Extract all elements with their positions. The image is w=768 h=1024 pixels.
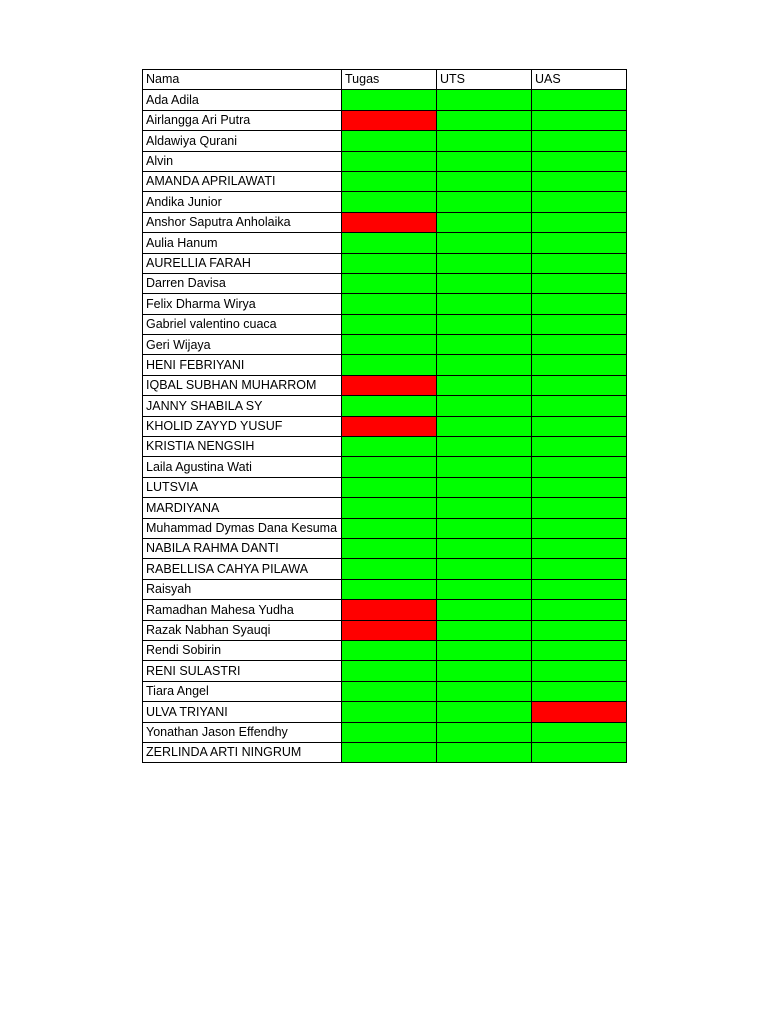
status-cell-tugas xyxy=(342,212,437,232)
student-name-cell: Aulia Hanum xyxy=(143,233,342,253)
status-cell-uas xyxy=(532,681,627,701)
table-row xyxy=(143,273,627,293)
student-name-cell: Darren Davisa xyxy=(143,273,342,293)
table-row xyxy=(143,620,627,640)
table-row xyxy=(143,416,627,436)
table-row xyxy=(143,661,627,681)
student-name-cell: Gabriel valentino cuaca xyxy=(143,314,342,334)
status-cell-uts xyxy=(437,314,532,334)
table-row xyxy=(143,640,627,660)
table-row xyxy=(143,314,627,334)
header-row xyxy=(143,70,627,90)
status-cell-tugas xyxy=(342,171,437,191)
status-cell-uts xyxy=(437,171,532,191)
status-cell-tugas xyxy=(342,90,437,110)
table-row xyxy=(143,579,627,599)
table-body xyxy=(143,90,627,763)
status-cell-tugas xyxy=(342,579,437,599)
status-cell-uts xyxy=(437,538,532,558)
status-cell-uts xyxy=(437,457,532,477)
student-name-cell: NABILA RAHMA DANTI xyxy=(143,538,342,558)
student-name-cell: Rendi Sobirin xyxy=(143,640,342,660)
status-cell-uas xyxy=(532,640,627,660)
status-cell-tugas xyxy=(342,396,437,416)
student-name-cell: Yonathan Jason Effendhy xyxy=(143,722,342,742)
student-name-cell: Razak Nabhan Syauqi xyxy=(143,620,342,640)
status-cell-uas xyxy=(532,457,627,477)
status-cell-uts xyxy=(437,702,532,722)
status-cell-uts xyxy=(437,192,532,212)
student-name-cell: Felix Dharma Wirya xyxy=(143,294,342,314)
student-name-cell: Aldawiya Qurani xyxy=(143,131,342,151)
status-cell-uas xyxy=(532,396,627,416)
status-cell-uas xyxy=(532,661,627,681)
status-cell-tugas xyxy=(342,416,437,436)
student-name-cell: KRISTIA NENGSIH xyxy=(143,437,342,457)
student-name-cell: KHOLID ZAYYD YUSUF xyxy=(143,416,342,436)
status-cell-uas xyxy=(532,355,627,375)
status-cell-uas xyxy=(532,233,627,253)
status-cell-uas xyxy=(532,559,627,579)
status-cell-uts xyxy=(437,661,532,681)
status-cell-tugas xyxy=(342,722,437,742)
status-cell-uts xyxy=(437,722,532,742)
table-header xyxy=(143,70,627,90)
table-row xyxy=(143,396,627,416)
status-cell-uts xyxy=(437,600,532,620)
status-cell-tugas xyxy=(342,538,437,558)
status-cell-tugas xyxy=(342,314,437,334)
status-cell-tugas xyxy=(342,640,437,660)
status-cell-uts xyxy=(437,640,532,660)
status-cell-tugas xyxy=(342,620,437,640)
student-name-cell: RENI SULASTRI xyxy=(143,661,342,681)
status-cell-tugas xyxy=(342,253,437,273)
student-name-cell: Geri Wijaya xyxy=(143,335,342,355)
table-row xyxy=(143,131,627,151)
status-cell-uts xyxy=(437,131,532,151)
table-row xyxy=(143,233,627,253)
status-cell-uts xyxy=(437,355,532,375)
table-row xyxy=(143,90,627,110)
table-row xyxy=(143,110,627,130)
status-cell-uas xyxy=(532,90,627,110)
status-cell-uts xyxy=(437,212,532,232)
student-name-cell: JANNY SHABILA SY xyxy=(143,396,342,416)
status-cell-uts xyxy=(437,742,532,762)
column-header-uas: UAS xyxy=(532,70,627,90)
status-cell-tugas xyxy=(342,702,437,722)
status-cell-uas xyxy=(532,273,627,293)
table-row xyxy=(143,600,627,620)
status-cell-tugas xyxy=(342,151,437,171)
student-name-cell: RABELLISA CAHYA PILAWA xyxy=(143,559,342,579)
student-name-cell: ZERLINDA ARTI NINGRUM xyxy=(143,742,342,762)
status-cell-uts xyxy=(437,90,532,110)
column-header-tugas: Tugas xyxy=(342,70,437,90)
status-cell-uts xyxy=(437,253,532,273)
status-cell-tugas xyxy=(342,518,437,538)
status-cell-uas xyxy=(532,131,627,151)
status-cell-uts xyxy=(437,579,532,599)
status-cell-uts xyxy=(437,233,532,253)
status-cell-uts xyxy=(437,335,532,355)
status-cell-uas xyxy=(532,579,627,599)
status-cell-tugas xyxy=(342,681,437,701)
table-row xyxy=(143,457,627,477)
table-row xyxy=(143,518,627,538)
student-name-cell: Anshor Saputra Anholaika xyxy=(143,212,342,232)
student-name-cell: Laila Agustina Wati xyxy=(143,457,342,477)
table-row xyxy=(143,559,627,579)
status-cell-tugas xyxy=(342,600,437,620)
table-row xyxy=(143,681,627,701)
student-name-cell: Ramadhan Mahesa Yudha xyxy=(143,600,342,620)
status-cell-uas xyxy=(532,620,627,640)
status-cell-uas xyxy=(532,151,627,171)
status-cell-uts xyxy=(437,110,532,130)
status-cell-uas xyxy=(532,722,627,742)
status-cell-uts xyxy=(437,498,532,518)
table-row xyxy=(143,742,627,762)
student-name-cell: Andika Junior xyxy=(143,192,342,212)
status-cell-uas xyxy=(532,416,627,436)
table-row xyxy=(143,294,627,314)
table-row xyxy=(143,437,627,457)
grade-status-table xyxy=(142,69,627,763)
status-cell-uts xyxy=(437,437,532,457)
student-name-cell: Muhammad Dymas Dana Kesuma xyxy=(143,518,342,538)
status-cell-tugas xyxy=(342,375,437,395)
status-cell-uas xyxy=(532,375,627,395)
status-cell-tugas xyxy=(342,477,437,497)
student-name-cell: AMANDA APRILAWATI xyxy=(143,171,342,191)
status-cell-tugas xyxy=(342,294,437,314)
status-cell-uas xyxy=(532,335,627,355)
status-cell-tugas xyxy=(342,437,437,457)
status-cell-uas xyxy=(532,498,627,518)
status-cell-tugas xyxy=(342,273,437,293)
student-name-cell: Tiara Angel xyxy=(143,681,342,701)
status-cell-uas xyxy=(532,212,627,232)
student-name-cell: ULVA TRIYANI xyxy=(143,702,342,722)
table-row xyxy=(143,498,627,518)
status-cell-uts xyxy=(437,620,532,640)
status-cell-tugas xyxy=(342,233,437,253)
column-header-nama: Nama xyxy=(143,70,342,90)
table-row xyxy=(143,477,627,497)
status-cell-uts xyxy=(437,416,532,436)
status-cell-uts xyxy=(437,396,532,416)
table-row xyxy=(143,151,627,171)
student-name-cell: Raisyah xyxy=(143,579,342,599)
student-name-cell: AURELLIA FARAH xyxy=(143,253,342,273)
status-cell-tugas xyxy=(342,559,437,579)
student-name-cell: LUTSVIA xyxy=(143,477,342,497)
table-row xyxy=(143,722,627,742)
status-cell-uts xyxy=(437,559,532,579)
status-cell-uts xyxy=(437,151,532,171)
student-name-cell: Ada Adila xyxy=(143,90,342,110)
status-cell-tugas xyxy=(342,355,437,375)
table-row xyxy=(143,375,627,395)
status-cell-uas xyxy=(532,437,627,457)
table-row xyxy=(143,171,627,191)
status-cell-uas xyxy=(532,538,627,558)
status-cell-uas xyxy=(532,477,627,497)
status-cell-uts xyxy=(437,273,532,293)
column-header-uts: UTS xyxy=(437,70,532,90)
status-cell-uts xyxy=(437,477,532,497)
student-name-cell: Airlangga Ari Putra xyxy=(143,110,342,130)
table-row xyxy=(143,335,627,355)
table-row xyxy=(143,212,627,232)
table-row xyxy=(143,702,627,722)
status-cell-tugas xyxy=(342,742,437,762)
status-cell-uas xyxy=(532,192,627,212)
student-name-cell: HENI FEBRIYANI xyxy=(143,355,342,375)
status-cell-uas xyxy=(532,742,627,762)
status-cell-tugas xyxy=(342,498,437,518)
status-cell-uas xyxy=(532,294,627,314)
status-cell-uas xyxy=(532,110,627,130)
status-cell-tugas xyxy=(342,192,437,212)
status-cell-uas xyxy=(532,600,627,620)
table-row xyxy=(143,538,627,558)
table-row xyxy=(143,355,627,375)
status-cell-tugas xyxy=(342,131,437,151)
status-cell-tugas xyxy=(342,457,437,477)
status-cell-uts xyxy=(437,294,532,314)
status-cell-uts xyxy=(437,375,532,395)
status-cell-uas xyxy=(532,314,627,334)
table-row xyxy=(143,253,627,273)
status-cell-uas xyxy=(532,518,627,538)
student-name-cell: MARDIYANA xyxy=(143,498,342,518)
status-cell-uas xyxy=(532,702,627,722)
status-cell-tugas xyxy=(342,661,437,681)
status-cell-uts xyxy=(437,681,532,701)
student-name-cell: IQBAL SUBHAN MUHARROM xyxy=(143,375,342,395)
status-cell-tugas xyxy=(342,110,437,130)
table-row xyxy=(143,192,627,212)
student-name-cell: Alvin xyxy=(143,151,342,171)
status-cell-uas xyxy=(532,171,627,191)
status-cell-uas xyxy=(532,253,627,273)
status-cell-uts xyxy=(437,518,532,538)
status-cell-tugas xyxy=(342,335,437,355)
